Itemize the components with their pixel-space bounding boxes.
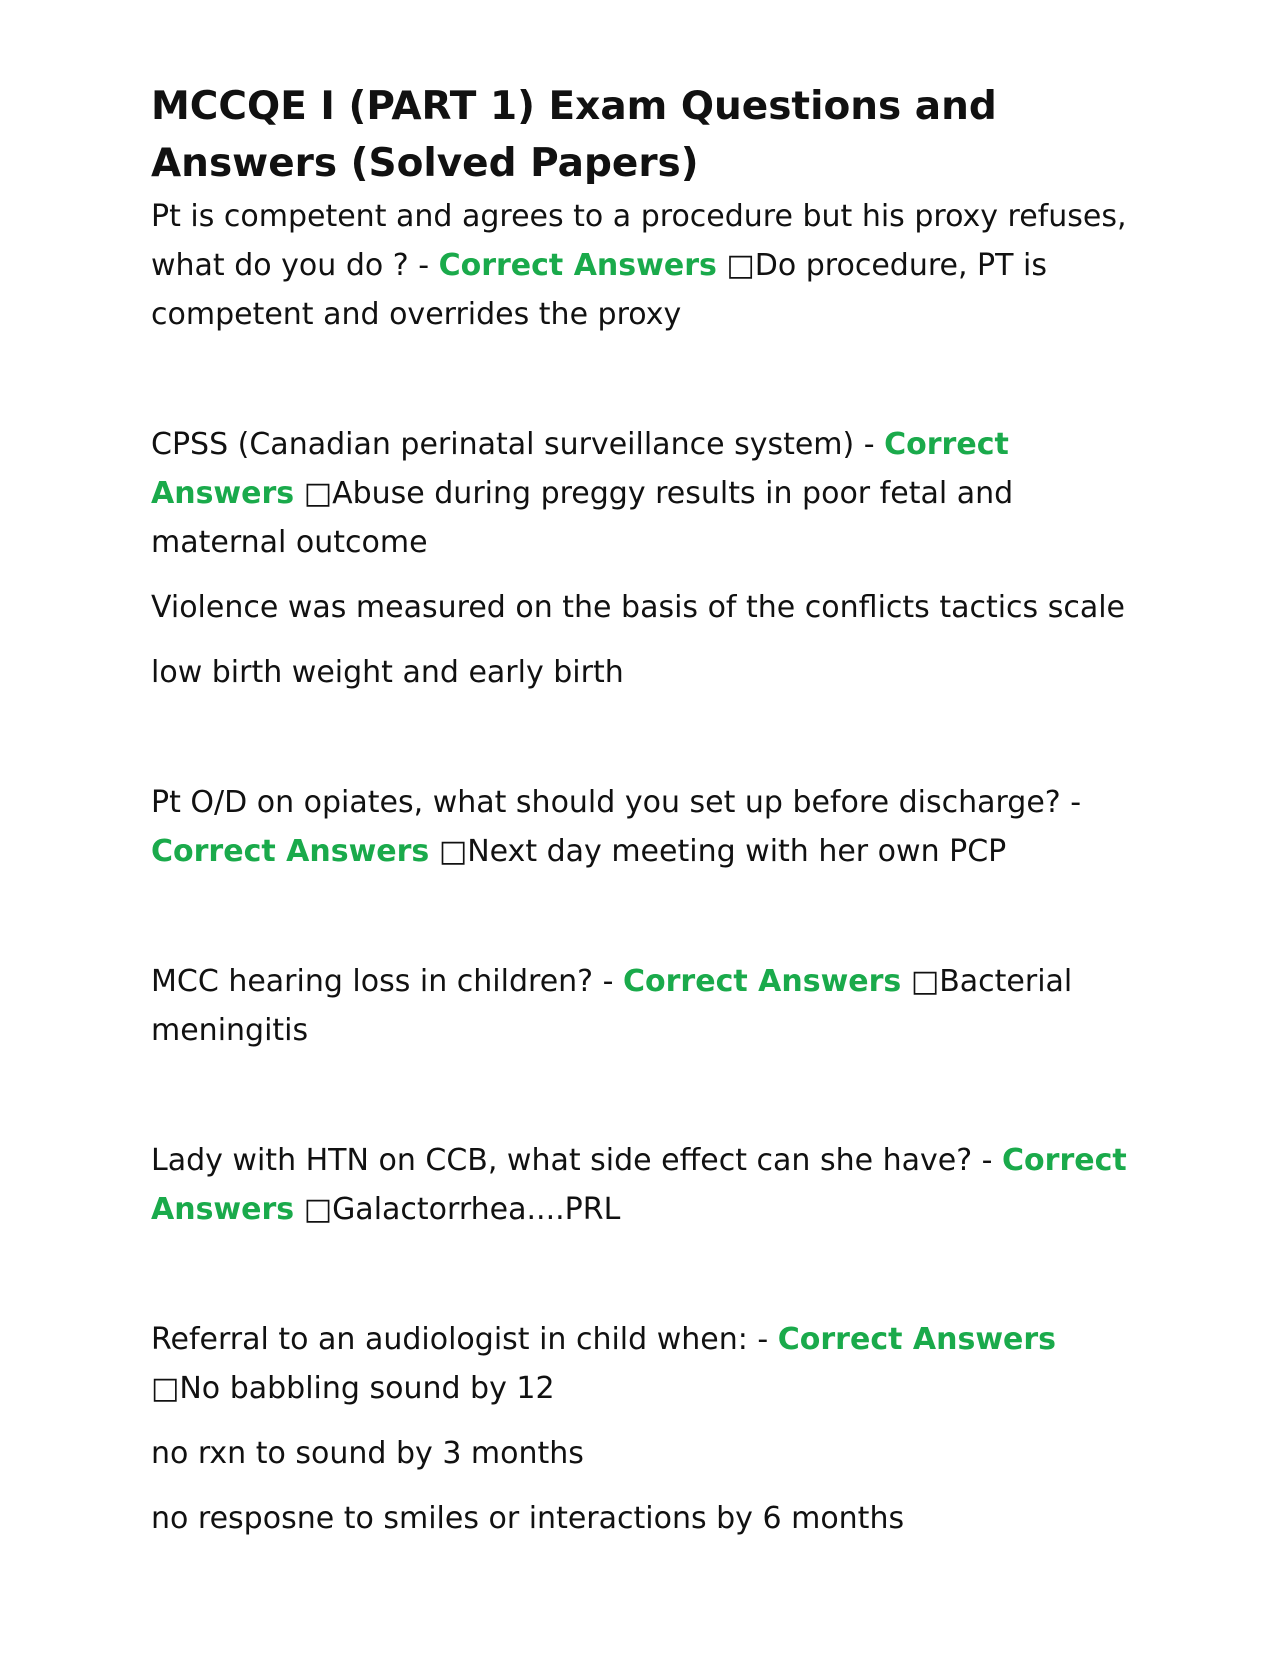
- answer-text: Bacterial meningitis: [151, 964, 1073, 1048]
- question-text: Pt O/D on opiates, what should you set up before discharge? -: [151, 785, 1082, 820]
- correct-answers-label: Correct Answers: [151, 1143, 1127, 1227]
- answer-extra-line: no rxn to sound by 3 months: [151, 1436, 584, 1471]
- document-content: [151, 78, 1131, 1543]
- box-icon: □: [303, 476, 333, 511]
- qa-paragraph: [151, 1315, 1131, 1413]
- answer-text: Do procedure, PT is competent and overrides the proxy: [151, 248, 1047, 332]
- box-icon: □: [438, 834, 468, 869]
- answer-text: Galactorrhea....PRL: [332, 1192, 621, 1227]
- answer-text: Abuse during preggy results in poor fetal and maternal outcome: [151, 476, 1014, 560]
- question-text: MCC hearing loss in children? -: [151, 964, 623, 999]
- answer-text: Next day meeting with her own PCP: [467, 834, 1007, 869]
- qa-paragraph: [151, 1136, 1131, 1234]
- qa-item: [151, 778, 1131, 876]
- correct-answers-label: Correct Answers: [438, 248, 717, 283]
- correct-answers-label: Correct Answers: [151, 834, 430, 869]
- answer-extra-line: no resposne to smiles or interactions by 6 months: [151, 1501, 905, 1536]
- box-icon: □: [910, 964, 940, 999]
- question-text: Lady with HTN on CCB, what side effect can she have? -: [151, 1143, 1003, 1178]
- correct-answers-label: Correct Answers: [623, 964, 902, 999]
- question-text: Referral to an audiologist in child when: -: [151, 1322, 778, 1357]
- correct-answers-label: Correct Answers: [151, 427, 1009, 511]
- qa-paragraph: [151, 420, 1131, 567]
- qa-item: [151, 1315, 1131, 1543]
- answer-extra-line: low birth weight and early birth: [151, 655, 624, 690]
- qa-paragraph: [151, 192, 1131, 339]
- box-icon: □: [303, 1192, 333, 1227]
- qa-paragraph: [151, 957, 1131, 1055]
- answer-text: No babbling sound by 12: [179, 1371, 555, 1406]
- question-text: CPSS (Canadian perinatal surveillance system) -: [151, 427, 885, 462]
- qa-item: [151, 192, 1131, 339]
- box-icon: □: [726, 248, 755, 283]
- correct-answers-label: Correct Answers: [777, 1322, 1057, 1357]
- box-icon: □: [151, 1371, 180, 1406]
- answer-extra-line: Violence was measured on the basis of the conflicts tactics scale: [151, 590, 1126, 625]
- qa-item: [151, 1136, 1131, 1234]
- qa-paragraph: [151, 778, 1131, 876]
- qa-item: [151, 420, 1131, 697]
- qa-item: [151, 957, 1131, 1055]
- question-text: Pt is competent and agrees to a procedure but his proxy refuses, what do you do ? -: [151, 199, 1127, 283]
- document-title: MCCQE I (PART 1) Exam Questions and Answers (Solved Papers): [151, 84, 997, 186]
